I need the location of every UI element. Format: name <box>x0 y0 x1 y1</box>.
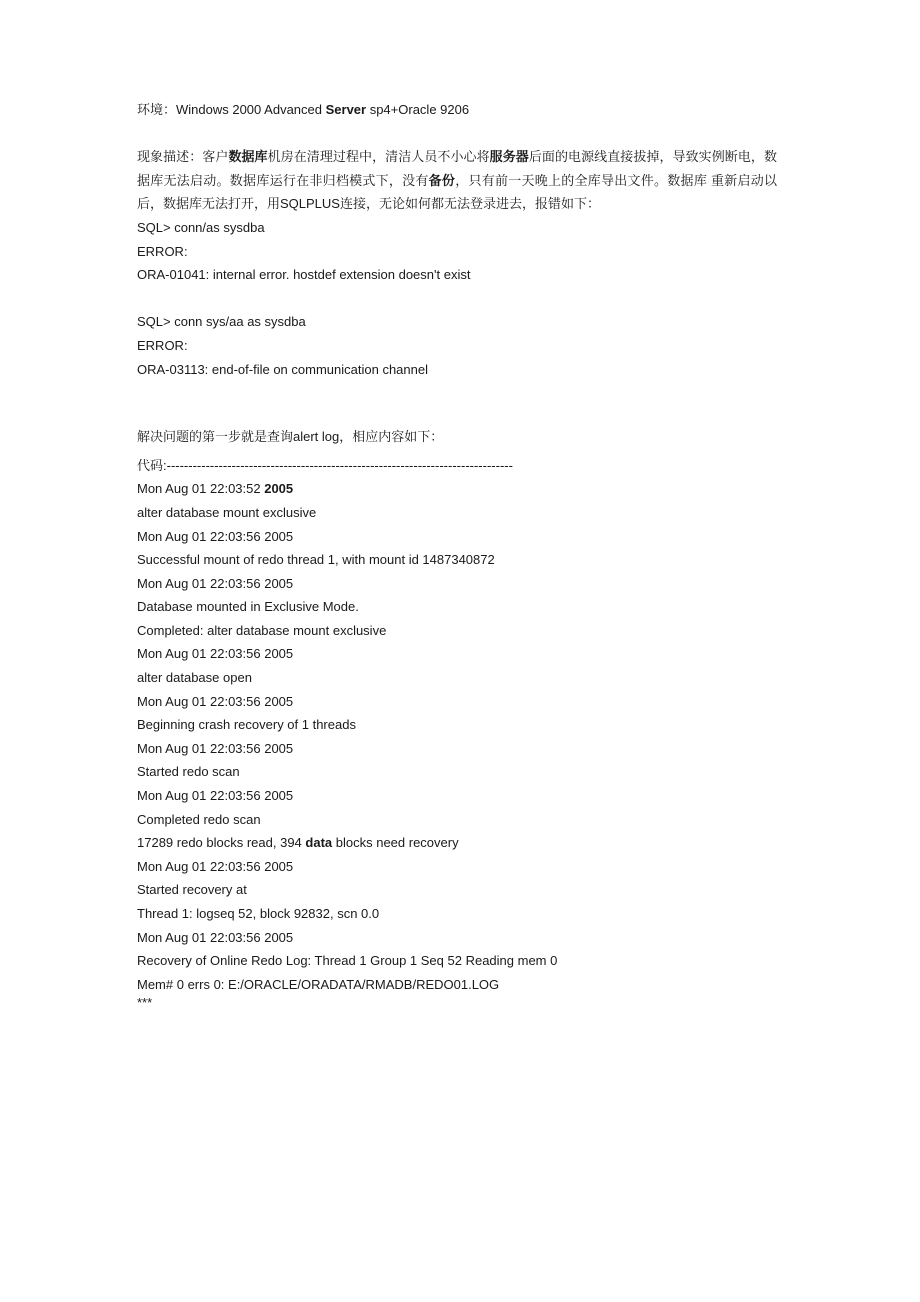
sql2-error: ERROR: <box>137 337 188 353</box>
log-line-2: alter database mount exclusive <box>137 504 317 520</box>
desc-text-1: 现象描述：客户 <box>137 149 229 165</box>
sql1-command: SQL> conn/as sysdba <box>137 219 265 235</box>
log-line-1 <box>137 477 787 501</box>
log-line-11: Beginning crash recovery of 1 threads <box>137 717 356 733</box>
document-body <box>137 0 787 1009</box>
log-line-23: *** <box>137 995 153 1011</box>
log-line-6: Database mounted in Exclusive Mode. <box>137 599 359 615</box>
log-line-10: Mon Aug 01 22:03:56 2005 <box>137 693 294 709</box>
log-line-14: Mon Aug 01 22:03:56 2005 <box>137 788 294 804</box>
log-line-4: Successful mount of redo thread 1, with mount id 1487340872 <box>137 552 495 568</box>
symptom-description <box>137 145 777 216</box>
log-line-16-suffix: blocks need recovery <box>332 835 459 851</box>
sql1-message: ORA-01041: internal error. hostdef extension doesn't exist <box>137 267 471 283</box>
log-line-13: Started redo scan <box>137 764 240 780</box>
sql2-message: ORA-03113: end-of-file on communication channel <box>137 361 428 377</box>
code-label: 代码:-------------------------------------------------------------------------------- <box>137 457 513 473</box>
sql2-command: SQL> conn sys/aa as sysdba <box>137 314 306 330</box>
log-line-19: Thread 1: logseq 52, block 92832, scn 0.0 <box>137 906 380 921</box>
log-line-15: Completed redo scan <box>137 811 261 827</box>
log-line-18: Started recovery at <box>137 882 247 898</box>
log-line-1-text: Mon Aug 01 22:03:52 <box>137 481 265 497</box>
desc-text-2: 机房在清理过程中，清洁人员不小心将 <box>267 149 490 165</box>
log-line-5: Mon Aug 01 22:03:56 2005 <box>137 575 294 591</box>
environment-bold-term: Server <box>325 102 367 117</box>
log-line-9: alter database open <box>137 670 252 686</box>
desc-bold-server: 服务器 <box>489 149 529 165</box>
log-line-20: Mon Aug 01 22:03:56 2005 <box>137 929 294 945</box>
log-line-21: Recovery of Online Redo Log: Thread 1 Group 1 Seq 52 Reading mem 0 <box>137 953 558 969</box>
log-line-12: Mon Aug 01 22:03:56 2005 <box>137 740 294 756</box>
log-line-3: Mon Aug 01 22:03:56 2005 <box>137 528 294 544</box>
log-line-16 <box>137 831 787 855</box>
log-line-16-bold: data <box>305 835 333 851</box>
environment-suffix: sp4+Oracle 9206 <box>366 102 470 117</box>
log-line-8: Mon Aug 01 22:03:56 2005 <box>137 646 294 662</box>
log-line-16-text: 17289 redo blocks read, 394 <box>137 835 306 851</box>
log-line-7: Completed: alter database mount exclusive <box>137 622 387 638</box>
solution-intro: 解决问题的第一步就是查询alert log，相应内容如下： <box>137 429 444 445</box>
desc-bold-database: 数据库 <box>228 149 268 165</box>
log-line-17: Mon Aug 01 22:03:56 2005 <box>137 858 294 874</box>
desc-text-3: 后面的电源线直接拔掉，导致实例断电，数据库无法启动。数据库运行在非归档模式下，没有 <box>137 149 777 188</box>
environment-text: 环境：Windows 2000 Advanced <box>137 102 326 117</box>
log-line-22: Mem# 0 errs 0: E:/ORACLE/ORADATA/RMADB/REDO01.LOG <box>137 976 500 992</box>
sql1-error: ERROR: <box>137 243 188 259</box>
environment-line <box>137 98 787 122</box>
desc-bold-backup: 备份 <box>428 172 456 188</box>
desc-text-4: ，只有前一天晚上的全库导出文件。数据库 重新启动以后，数据库无法打开，用SQLPLUS连接，无论如何都无法登录进去，报错如下： <box>137 172 777 212</box>
log-line-1-bold: 2005 <box>264 481 294 497</box>
